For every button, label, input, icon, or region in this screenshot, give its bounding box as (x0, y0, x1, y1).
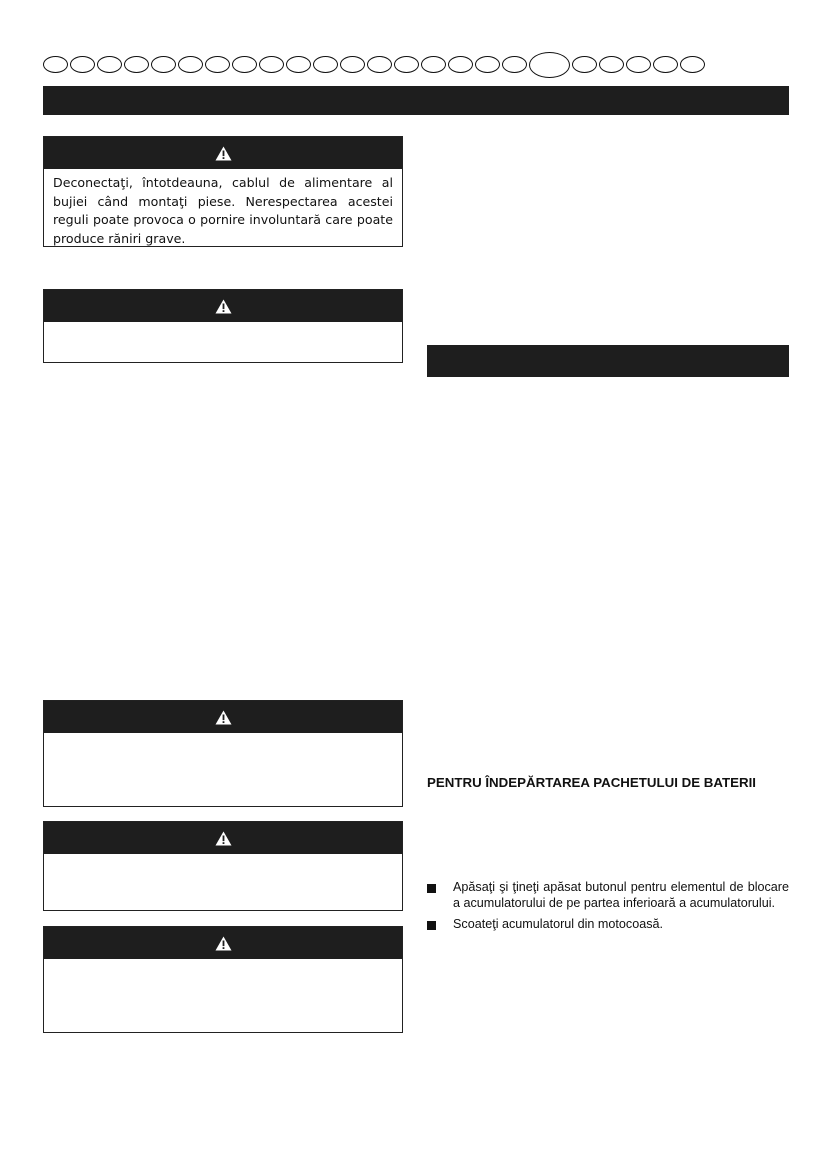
language-tab[interactable] (97, 56, 122, 73)
list-item (427, 880, 789, 911)
language-tab[interactable] (626, 56, 651, 73)
warning-triangle-icon (215, 936, 232, 951)
step-text: Scoateţi acumulatorul din motocoasă. (453, 917, 664, 931)
language-tab[interactable] (259, 56, 284, 73)
warning-box-1 (43, 136, 403, 247)
language-tab[interactable] (124, 56, 149, 73)
language-tab[interactable] (502, 56, 527, 73)
language-tab[interactable] (475, 56, 500, 73)
warning-header (44, 822, 402, 854)
language-tab[interactable] (205, 56, 230, 73)
battery-removal-steps (427, 880, 789, 939)
warning-header (44, 290, 402, 322)
warning-header (44, 137, 402, 169)
warning-header (44, 927, 402, 959)
language-tab[interactable] (653, 56, 678, 73)
warning-triangle-icon (215, 831, 232, 846)
list-item (427, 917, 789, 933)
language-tab[interactable] (151, 56, 176, 73)
battery-removal-heading: PENTRU ÎNDEPĂRTAREA PACHETULUI DE BATERII (427, 775, 756, 790)
warning-text (44, 733, 402, 738)
language-tab-row (43, 52, 789, 78)
section-header-bar-right (427, 345, 789, 377)
warning-triangle-icon (215, 146, 232, 161)
section-header-bar (43, 86, 789, 115)
warning-text (44, 854, 402, 859)
warning-text (44, 322, 402, 327)
language-tab[interactable] (340, 56, 365, 73)
language-tab[interactable] (421, 56, 446, 73)
square-bullet-icon (427, 921, 436, 930)
warning-header (44, 701, 402, 733)
language-tab-active[interactable] (529, 52, 570, 78)
step-text: Apăsaţi şi ţineţi apăsat butonul pentru elementul de blocare a acumulatorului de pe partea inferioară a acumulatorului. (453, 880, 789, 910)
warning-text (44, 959, 402, 964)
language-tab[interactable] (178, 56, 203, 73)
language-tab[interactable] (448, 56, 473, 73)
language-tab[interactable] (70, 56, 95, 73)
language-tab[interactable] (394, 56, 419, 73)
warning-box-2 (43, 289, 403, 363)
language-tab[interactable] (313, 56, 338, 73)
language-tab[interactable] (367, 56, 392, 73)
warning-text: Deconectaţi, întotdeauna, cablul de alimentare al bujiei când montaţi piese. Nerespectarea acestei reguli poate provoca o pornire involuntară care poate produce răniri grave. (53, 175, 393, 246)
warning-box-4 (43, 821, 403, 911)
warning-triangle-icon (215, 299, 232, 314)
language-tab[interactable] (680, 56, 705, 73)
warning-box-3 (43, 700, 403, 807)
warning-box-5 (43, 926, 403, 1033)
warning-triangle-icon (215, 710, 232, 725)
language-tab[interactable] (599, 56, 624, 73)
language-tab[interactable] (43, 56, 68, 73)
square-bullet-icon (427, 884, 436, 893)
language-tab[interactable] (286, 56, 311, 73)
language-tab[interactable] (232, 56, 257, 73)
language-tab[interactable] (572, 56, 597, 73)
